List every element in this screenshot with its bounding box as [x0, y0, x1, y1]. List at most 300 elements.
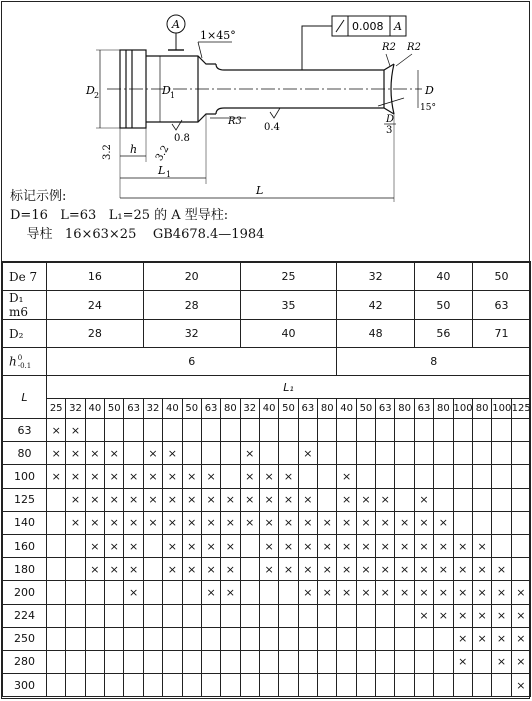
h-value: 6 [47, 348, 337, 376]
availability-cell [259, 650, 278, 673]
h-row [3, 348, 531, 376]
availability-cell: × [298, 534, 317, 557]
availability-cell [453, 442, 472, 465]
availability-cell [66, 627, 85, 650]
availability-cell [434, 442, 453, 465]
availability-cell [201, 442, 220, 465]
l1-header: L₁ [47, 376, 531, 399]
availability-cell [511, 465, 530, 488]
availability-cell [47, 650, 66, 673]
availability-cell [279, 604, 298, 627]
availability-cell: × [66, 465, 85, 488]
availability-cell: × [240, 442, 259, 465]
availability-cell: × [259, 465, 278, 488]
availability-cell [356, 442, 375, 465]
roughness-08: 0.8 [174, 133, 190, 144]
availability-cell [105, 419, 124, 442]
spec-value: 71 [472, 320, 530, 348]
spec-value: 32 [337, 263, 414, 291]
availability-cell [395, 604, 414, 627]
availability-cell [511, 534, 530, 557]
availability-cell: × [143, 511, 162, 534]
availability-cell: × [66, 419, 85, 442]
l1-column-header: 63 [201, 399, 220, 419]
availability-cell [414, 419, 433, 442]
availability-cell: × [85, 534, 104, 557]
availability-cell: × [298, 511, 317, 534]
availability-cell: × [511, 650, 530, 673]
r3-label: R3 [228, 116, 242, 127]
availability-cell [47, 581, 66, 604]
availability-cell: × [279, 511, 298, 534]
availability-cell: × [85, 558, 104, 581]
availability-cell: × [337, 534, 356, 557]
availability-cell [85, 419, 104, 442]
availability-cell: × [414, 488, 433, 511]
availability-cell: × [356, 558, 375, 581]
length-value: 250 [3, 627, 47, 650]
h-tolerance: 0 -0.1 [17, 353, 32, 370]
tolerance-value: 0.008 [352, 20, 384, 33]
availability-cell [356, 650, 375, 673]
availability-cell [492, 419, 511, 442]
availability-cell: × [201, 558, 220, 581]
tolerance-datum: A [394, 20, 402, 33]
availability-cell: × [66, 511, 85, 534]
length-row [3, 511, 531, 534]
l1-column-header: 40 [85, 399, 104, 419]
availability-cell: × [376, 511, 395, 534]
availability-cell: × [201, 511, 220, 534]
availability-cell: × [414, 534, 433, 557]
l1-column-header: 63 [414, 399, 433, 419]
availability-cell: × [356, 511, 375, 534]
l1-column-header: 40 [337, 399, 356, 419]
l1-column-header: 100 [492, 399, 511, 419]
length-row [3, 534, 531, 557]
l1-column-header: 32 [66, 399, 85, 419]
availability-cell: × [395, 534, 414, 557]
availability-cell [472, 488, 491, 511]
availability-cell [472, 465, 491, 488]
availability-cell: × [124, 465, 143, 488]
availability-cell [298, 465, 317, 488]
availability-cell [376, 674, 395, 697]
availability-cell [492, 534, 511, 557]
availability-cell [66, 604, 85, 627]
availability-cell: × [298, 581, 317, 604]
frac-top: D [386, 114, 395, 125]
l1-column-header: 63 [298, 399, 317, 419]
availability-cell [511, 558, 530, 581]
availability-cell [395, 627, 414, 650]
availability-cell: × [124, 534, 143, 557]
spec-row [3, 320, 531, 348]
availability-cell [279, 674, 298, 697]
availability-cell [356, 627, 375, 650]
availability-cell [182, 581, 201, 604]
spec-value: 48 [337, 320, 414, 348]
spec-row-label: D₂ [3, 320, 47, 348]
spec-value: 16 [47, 263, 144, 291]
l1-column-header: 125 [511, 399, 530, 419]
availability-cell [259, 581, 278, 604]
availability-cell [221, 419, 240, 442]
availability-cell [143, 534, 162, 557]
availability-cell: × [492, 627, 511, 650]
availability-cell [376, 419, 395, 442]
availability-cell [511, 511, 530, 534]
availability-cell: × [201, 488, 220, 511]
availability-cell: × [492, 604, 511, 627]
l1-column-header: 80 [221, 399, 240, 419]
marking-line-2: 导柱 16×63×25 GB4678.4—1984 [10, 227, 265, 242]
availability-cell [163, 627, 182, 650]
availability-cell [240, 604, 259, 627]
availability-cell [85, 650, 104, 673]
availability-cell: × [492, 558, 511, 581]
availability-cell [240, 558, 259, 581]
chamfer-label: 1×45° [200, 29, 236, 42]
d2-label: D [86, 84, 95, 97]
l1-label: L [158, 164, 166, 177]
frac-bottom: 3 [386, 125, 393, 136]
availability-cell [240, 419, 259, 442]
availability-cell [85, 604, 104, 627]
availability-cell [124, 604, 143, 627]
availability-cell [434, 419, 453, 442]
availability-cell: × [259, 511, 278, 534]
availability-cell: × [337, 581, 356, 604]
length-row [3, 558, 531, 581]
availability-cell [221, 650, 240, 673]
availability-cell [105, 650, 124, 673]
l1-column-header: 100 [453, 399, 472, 419]
availability-cell [395, 465, 414, 488]
availability-cell [472, 674, 491, 697]
availability-cell: × [414, 581, 433, 604]
angle-label: 15° [420, 103, 436, 113]
datum-label: A [172, 18, 180, 31]
availability-cell: × [492, 581, 511, 604]
availability-cell: × [298, 558, 317, 581]
availability-cell: × [163, 442, 182, 465]
l1-column-header: 50 [356, 399, 375, 419]
availability-cell: × [124, 581, 143, 604]
availability-cell [376, 604, 395, 627]
availability-cell: × [318, 581, 337, 604]
availability-cell [376, 442, 395, 465]
h-symbol: h [9, 354, 17, 368]
availability-cell: × [105, 534, 124, 557]
availability-cell: × [414, 511, 433, 534]
length-value: 80 [3, 442, 47, 465]
availability-cell: × [143, 442, 162, 465]
availability-cell [453, 465, 472, 488]
availability-cell [318, 650, 337, 673]
availability-cell [472, 442, 491, 465]
availability-cell: × [143, 465, 162, 488]
availability-cell [47, 534, 66, 557]
availability-cell: × [356, 581, 375, 604]
availability-cell: × [240, 488, 259, 511]
availability-cell: × [279, 488, 298, 511]
availability-cell [105, 604, 124, 627]
h-row-label [3, 348, 47, 376]
body-outline-top [146, 56, 216, 64]
spec-value: 63 [472, 291, 530, 320]
length-value: 63 [3, 419, 47, 442]
availability-cell [318, 465, 337, 488]
availability-cell [337, 674, 356, 697]
availability-cell: × [201, 534, 220, 557]
availability-cell [298, 604, 317, 627]
availability-cell [376, 465, 395, 488]
availability-cell: × [143, 488, 162, 511]
length-row [3, 465, 531, 488]
availability-cell [201, 650, 220, 673]
l1-column-header: 50 [279, 399, 298, 419]
roughness-04: 0.4 [264, 122, 280, 133]
spec-value: 25 [240, 263, 337, 291]
availability-cell: × [105, 558, 124, 581]
length-value: 224 [3, 604, 47, 627]
availability-cell [356, 674, 375, 697]
availability-cell [511, 419, 530, 442]
length-value: 200 [3, 581, 47, 604]
availability-cell: × [47, 419, 66, 442]
availability-cell [124, 419, 143, 442]
availability-cell [492, 511, 511, 534]
marking-example [10, 187, 264, 244]
availability-cell: × [356, 534, 375, 557]
availability-cell [318, 604, 337, 627]
availability-cell [356, 419, 375, 442]
availability-cell: × [163, 465, 182, 488]
r2-label-a: R2 [382, 42, 396, 53]
availability-cell: × [318, 558, 337, 581]
availability-cell: × [376, 488, 395, 511]
availability-cell: × [201, 581, 220, 604]
l1-column-header: 50 [105, 399, 124, 419]
l1-header-row [3, 376, 531, 399]
availability-cell [47, 558, 66, 581]
availability-cell [511, 442, 530, 465]
availability-cell [376, 650, 395, 673]
availability-cell [395, 488, 414, 511]
availability-cell [318, 442, 337, 465]
l1-column-header: 80 [434, 399, 453, 419]
length-row [3, 650, 531, 673]
availability-cell [85, 674, 104, 697]
spec-value: 28 [47, 320, 144, 348]
availability-cell: × [259, 488, 278, 511]
length-row [3, 488, 531, 511]
availability-cell [143, 674, 162, 697]
availability-cell [279, 442, 298, 465]
availability-cell [492, 488, 511, 511]
availability-cell [337, 442, 356, 465]
availability-cell [221, 465, 240, 488]
d-label: D [425, 84, 434, 97]
availability-cell [85, 581, 104, 604]
spec-value: 50 [472, 263, 530, 291]
availability-cell: × [47, 465, 66, 488]
spec-value: 20 [143, 263, 240, 291]
availability-cell: × [85, 465, 104, 488]
marking-title: 标记示例: [10, 189, 67, 204]
length-value: 180 [3, 558, 47, 581]
availability-cell [356, 604, 375, 627]
availability-cell [434, 627, 453, 650]
availability-cell: × [221, 511, 240, 534]
availability-cell [66, 558, 85, 581]
availability-cell: × [124, 558, 143, 581]
availability-cell: × [453, 558, 472, 581]
availability-cell [182, 650, 201, 673]
availability-cell: × [182, 511, 201, 534]
availability-cell: × [453, 627, 472, 650]
availability-cell: × [221, 558, 240, 581]
availability-cell [66, 650, 85, 673]
availability-cell [395, 419, 414, 442]
availability-cell [105, 581, 124, 604]
length-value: 300 [3, 674, 47, 697]
availability-cell [124, 627, 143, 650]
availability-cell [414, 674, 433, 697]
d1-label: D [162, 84, 171, 97]
marking-line-1: D=16 L=63 L₁=25 的 A 型导柱: [10, 208, 229, 223]
availability-cell [66, 534, 85, 557]
availability-cell [395, 650, 414, 673]
spec-value: 50 [414, 291, 472, 320]
spec-row [3, 263, 531, 291]
availability-cell: × [511, 674, 530, 697]
availability-cell: × [259, 534, 278, 557]
availability-cell [337, 627, 356, 650]
availability-cell: × [182, 488, 201, 511]
spec-row-label: D₁ m6 [3, 291, 47, 320]
length-row [3, 674, 531, 697]
availability-cell [201, 419, 220, 442]
spec-value: 35 [240, 291, 337, 320]
availability-cell: × [105, 511, 124, 534]
availability-cell [221, 627, 240, 650]
availability-cell [201, 627, 220, 650]
availability-cell [472, 650, 491, 673]
availability-cell: × [492, 650, 511, 673]
availability-cell: × [318, 511, 337, 534]
availability-cell: × [414, 604, 433, 627]
l1-column-header: 80 [395, 399, 414, 419]
l1-column-header: 32 [240, 399, 259, 419]
availability-cell [318, 419, 337, 442]
spec-value: 28 [143, 291, 240, 320]
availability-cell: × [453, 581, 472, 604]
availability-cell [453, 419, 472, 442]
availability-cell: × [240, 511, 259, 534]
availability-cell: × [472, 534, 491, 557]
roughness-32a: 3.2 [102, 144, 113, 160]
availability-cell [395, 674, 414, 697]
length-row [3, 581, 531, 604]
availability-cell [66, 674, 85, 697]
availability-cell [182, 674, 201, 697]
availability-cell [298, 627, 317, 650]
availability-cell [318, 674, 337, 697]
length-value: 160 [3, 534, 47, 557]
availability-cell [105, 627, 124, 650]
spec-row [3, 291, 531, 320]
availability-cell [240, 650, 259, 673]
availability-cell: × [66, 442, 85, 465]
availability-cell [492, 442, 511, 465]
availability-cell: × [434, 581, 453, 604]
availability-cell [47, 511, 66, 534]
availability-cell [492, 465, 511, 488]
availability-cell [240, 627, 259, 650]
spec-value: 24 [47, 291, 144, 320]
spec-value: 40 [240, 320, 337, 348]
availability-cell [434, 465, 453, 488]
availability-cell [414, 650, 433, 673]
availability-cell [414, 465, 433, 488]
availability-cell [163, 581, 182, 604]
h-label: h [130, 143, 138, 156]
availability-cell: × [85, 511, 104, 534]
availability-cell [434, 650, 453, 673]
availability-cell: × [279, 558, 298, 581]
length-value: 280 [3, 650, 47, 673]
availability-cell [298, 650, 317, 673]
availability-cell [163, 419, 182, 442]
availability-cell: × [182, 558, 201, 581]
availability-cell: × [337, 488, 356, 511]
availability-cell: × [376, 581, 395, 604]
guide-pillar-sheet [1, 1, 530, 699]
length-value: 125 [3, 488, 47, 511]
length-value: 140 [3, 511, 47, 534]
availability-cell: × [66, 488, 85, 511]
availability-cell: × [105, 488, 124, 511]
availability-cell: × [472, 627, 491, 650]
availability-cell: × [337, 465, 356, 488]
spec-value: 56 [414, 320, 472, 348]
availability-cell [105, 674, 124, 697]
l1-column-header: 63 [124, 399, 143, 419]
h-value: 8 [337, 348, 531, 376]
availability-cell [47, 674, 66, 697]
length-row [3, 442, 531, 465]
length-value: 100 [3, 465, 47, 488]
spec-table-wrapper [2, 262, 531, 700]
availability-cell: × [511, 604, 530, 627]
l1-column-header: 40 [163, 399, 182, 419]
spec-row-label: De 7 [3, 263, 47, 291]
availability-cell: × [337, 511, 356, 534]
length-row [3, 627, 531, 650]
availability-cell [279, 627, 298, 650]
availability-cell: × [240, 465, 259, 488]
availability-cell: × [163, 488, 182, 511]
l1-column-header: 50 [182, 399, 201, 419]
r2-label-b: R2 [407, 42, 421, 53]
availability-cell [201, 674, 220, 697]
availability-cell [47, 488, 66, 511]
availability-cell: × [434, 558, 453, 581]
availability-cell [259, 442, 278, 465]
availability-cell: × [279, 534, 298, 557]
